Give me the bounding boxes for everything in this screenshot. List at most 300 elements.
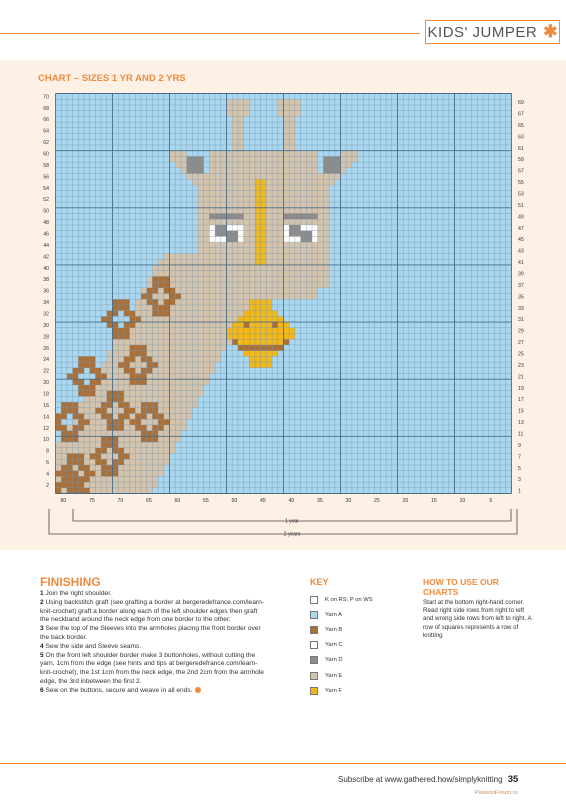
chart-cell <box>284 408 290 414</box>
chart-cell <box>420 471 426 477</box>
chart-cell <box>73 362 79 368</box>
chart-cell <box>312 282 318 288</box>
chart-cell <box>255 316 261 322</box>
chart-cell <box>375 396 381 402</box>
chart-cell <box>84 471 90 477</box>
chart-cell <box>187 219 193 225</box>
chart-cell <box>147 145 153 151</box>
chart-cell <box>84 139 90 145</box>
chart-cell <box>170 334 176 340</box>
chart-cell <box>187 414 193 420</box>
chart-cell <box>130 236 136 242</box>
chart-cell <box>215 362 221 368</box>
chart-cell <box>181 408 187 414</box>
chart-cell <box>255 259 261 265</box>
chart-cell <box>295 276 301 282</box>
chart-cell <box>147 259 153 265</box>
chart-cell <box>67 482 73 488</box>
chart-cell <box>198 185 204 191</box>
chart-cell <box>455 351 461 357</box>
chart-cell <box>204 328 210 334</box>
chart-cell <box>244 459 250 465</box>
chart-cell <box>215 408 221 414</box>
chart-cell <box>346 334 352 340</box>
chart-cell <box>221 396 227 402</box>
chart-cell <box>346 276 352 282</box>
chart-cell <box>78 139 84 145</box>
chart-cell <box>67 185 73 191</box>
chart-cell <box>118 276 124 282</box>
chart-cell <box>335 379 341 385</box>
chart-cell <box>67 316 73 322</box>
chart-cell <box>147 276 153 282</box>
chart-cell <box>67 219 73 225</box>
chart-cell <box>232 391 238 397</box>
chart-cell <box>443 151 449 157</box>
chart-cell <box>261 219 267 225</box>
chart-cell <box>152 448 158 454</box>
chart-cell <box>341 271 347 277</box>
chart-cell <box>255 442 261 448</box>
chart-cell <box>295 442 301 448</box>
chart-cell <box>312 288 318 294</box>
chart-cell <box>323 151 329 157</box>
chart-cell <box>477 356 483 362</box>
chart-cell <box>107 248 113 254</box>
chart-cell <box>135 214 141 220</box>
chart-cell <box>415 276 421 282</box>
chart-cell <box>426 385 432 391</box>
chart-cell <box>506 459 512 465</box>
chart-cell <box>346 202 352 208</box>
chart-cell <box>472 151 478 157</box>
chart-cell <box>244 214 250 220</box>
chart-cell <box>221 191 227 197</box>
chart-cell <box>278 368 284 374</box>
chart-cell <box>306 408 312 414</box>
chart-cell <box>67 174 73 180</box>
chart-cell <box>175 471 181 477</box>
chart-cell <box>175 379 181 385</box>
chart-cell <box>403 351 409 357</box>
chart-cell <box>489 254 495 260</box>
chart-cell <box>158 288 164 294</box>
chart-cell <box>312 351 318 357</box>
chart-cell <box>84 385 90 391</box>
chart-cell <box>437 299 443 305</box>
chart-cell <box>358 436 364 442</box>
chart-cell <box>215 214 221 220</box>
chart-cell <box>101 465 107 471</box>
chart-cell <box>494 219 500 225</box>
chart-cell <box>130 465 136 471</box>
chart-cell <box>170 362 176 368</box>
chart-cell <box>289 385 295 391</box>
chart-cell <box>135 419 141 425</box>
chart-cell <box>255 242 261 248</box>
chart-cell <box>375 408 381 414</box>
chart-cell <box>181 385 187 391</box>
chart-cell <box>135 191 141 197</box>
chart-cell <box>67 145 73 151</box>
chart-cell <box>306 265 312 271</box>
chart-cell <box>494 334 500 340</box>
chart-cell <box>426 185 432 191</box>
chart-cell <box>170 236 176 242</box>
chart-cell <box>101 242 107 248</box>
chart-cell <box>192 374 198 380</box>
chart-cell <box>460 288 466 294</box>
chart-cell <box>244 225 250 231</box>
chart-cell <box>198 236 204 242</box>
chart-cell <box>249 488 255 494</box>
chart-cell <box>204 425 210 431</box>
chart-cell <box>352 202 358 208</box>
chart-cell <box>489 311 495 317</box>
chart-cell <box>204 345 210 351</box>
chart-cell <box>147 151 153 157</box>
chart-cell <box>335 139 341 145</box>
chart-cell <box>301 231 307 237</box>
chart-cell <box>341 488 347 494</box>
chart-cell <box>489 162 495 168</box>
chart-cell <box>335 385 341 391</box>
chart-cell <box>483 208 489 214</box>
chart-cell <box>181 448 187 454</box>
chart-cell <box>460 419 466 425</box>
chart-cell <box>101 265 107 271</box>
chart-cell <box>386 288 392 294</box>
chart-cell <box>198 408 204 414</box>
chart-cell <box>437 391 443 397</box>
chart-cell <box>261 151 267 157</box>
chart-cell <box>141 391 147 397</box>
chart-cell <box>443 248 449 254</box>
chart-cell <box>426 368 432 374</box>
chart-cell <box>61 471 67 477</box>
chart-cell <box>472 162 478 168</box>
chart-cell <box>209 442 215 448</box>
chart-cell <box>466 242 472 248</box>
chart-cell <box>472 345 478 351</box>
chart-cell <box>284 448 290 454</box>
chart-cell <box>420 294 426 300</box>
chart-cell <box>113 271 119 277</box>
chart-cell <box>289 351 295 357</box>
chart-cell <box>130 242 136 248</box>
chart-cell <box>375 276 381 282</box>
chart-cell <box>369 436 375 442</box>
chart-cell <box>261 225 267 231</box>
chart-cell <box>204 385 210 391</box>
chart-cell <box>101 408 107 414</box>
chart-cell <box>335 368 341 374</box>
chart-cell <box>284 179 290 185</box>
chart-cell <box>118 374 124 380</box>
chart-cell <box>403 402 409 408</box>
chart-cell <box>152 465 158 471</box>
chart-cell <box>221 168 227 174</box>
chart-cell <box>61 305 67 311</box>
chart-cell <box>56 202 62 208</box>
chart-cell <box>215 162 221 168</box>
chart-cell <box>249 362 255 368</box>
chart-cell <box>335 259 341 265</box>
chart-cell <box>278 465 284 471</box>
chart-cell <box>261 488 267 494</box>
chart-cell <box>494 282 500 288</box>
chart-cell <box>244 179 250 185</box>
chart-cell <box>147 202 153 208</box>
chart-cell <box>420 482 426 488</box>
chart-cell <box>272 282 278 288</box>
chart-cell <box>295 465 301 471</box>
chart-cell <box>175 139 181 145</box>
chart-cell <box>494 248 500 254</box>
chart-cell <box>84 162 90 168</box>
chart-cell <box>489 225 495 231</box>
chart-cell <box>56 328 62 334</box>
chart-cell <box>187 196 193 202</box>
chart-cell <box>415 402 421 408</box>
chart-cell <box>432 345 438 351</box>
chart-cell <box>415 471 421 477</box>
chart-cell <box>341 276 347 282</box>
chart-cell <box>426 162 432 168</box>
chart-cell <box>386 271 392 277</box>
chart-cell <box>227 248 233 254</box>
chart-cell <box>170 442 176 448</box>
chart-cell <box>135 299 141 305</box>
chart-cell <box>249 396 255 402</box>
chart-cell <box>261 191 267 197</box>
chart-cell <box>67 179 73 185</box>
chart-cell <box>107 322 113 328</box>
chart-cell <box>244 362 250 368</box>
chart-cell <box>61 385 67 391</box>
chart-cell <box>306 299 312 305</box>
chart-cell <box>227 196 233 202</box>
chart-cell <box>95 265 101 271</box>
chart-cell <box>61 202 67 208</box>
chart-cell <box>204 288 210 294</box>
chart-cell <box>261 185 267 191</box>
chart-cell <box>170 185 176 191</box>
chart-cell <box>329 414 335 420</box>
chart-cell <box>403 482 409 488</box>
chart-cell <box>506 396 512 402</box>
chart-cell <box>118 442 124 448</box>
chart-cell <box>289 288 295 294</box>
chart-cell <box>284 436 290 442</box>
chart-cell <box>118 225 124 231</box>
chart-cell <box>420 191 426 197</box>
chart-cell <box>318 288 324 294</box>
chart-cell <box>284 442 290 448</box>
chart-cell <box>420 276 426 282</box>
chart-cell <box>67 196 73 202</box>
chart-cell <box>415 339 421 345</box>
chart-cell <box>73 396 79 402</box>
chart-cell <box>272 465 278 471</box>
chart-cell <box>392 145 398 151</box>
chart-cell <box>409 362 415 368</box>
chart-cell <box>346 179 352 185</box>
chart-cell <box>101 471 107 477</box>
chart-cell <box>209 225 215 231</box>
chart-cell <box>432 482 438 488</box>
chart-cell <box>158 379 164 385</box>
chart-cell <box>221 339 227 345</box>
chart-cell <box>301 305 307 311</box>
chart-cell <box>472 179 478 185</box>
chart-cell <box>152 476 158 482</box>
chart-cell <box>238 442 244 448</box>
chart-cell <box>84 402 90 408</box>
chart-cell <box>380 356 386 362</box>
chart-cell <box>375 265 381 271</box>
chart-cell <box>209 288 215 294</box>
chart-cell <box>375 231 381 237</box>
chart-cell <box>369 471 375 477</box>
chart-cell <box>135 174 141 180</box>
chart-cell <box>477 425 483 431</box>
chart-cell <box>238 419 244 425</box>
chart-cell <box>363 402 369 408</box>
chart-cell <box>278 408 284 414</box>
chart-cell <box>118 311 124 317</box>
chart-cell <box>141 145 147 151</box>
chart-cell <box>437 202 443 208</box>
chart-cell <box>272 236 278 242</box>
chart-cell <box>204 471 210 477</box>
chart-cell <box>221 385 227 391</box>
chart-cell <box>420 145 426 151</box>
chart-cell <box>415 425 421 431</box>
chart-cell <box>358 276 364 282</box>
chart-cell <box>329 214 335 220</box>
chart-cell <box>352 179 358 185</box>
chart-cell <box>398 402 404 408</box>
chart-cell <box>358 334 364 340</box>
chart-cell <box>318 379 324 385</box>
chart-cell <box>227 414 233 420</box>
chart-cell <box>437 385 443 391</box>
chart-cell <box>67 294 73 300</box>
chart-cell <box>403 248 409 254</box>
chart-cell <box>73 408 79 414</box>
chart-cell <box>352 385 358 391</box>
chart-cell <box>90 214 96 220</box>
chart-cell <box>346 196 352 202</box>
chart-cell <box>84 459 90 465</box>
chart-cell <box>84 254 90 260</box>
chart-cell <box>187 282 193 288</box>
chart-cell <box>84 305 90 311</box>
chart-cell <box>472 248 478 254</box>
chart-cell <box>204 442 210 448</box>
chart-cell <box>107 396 113 402</box>
chart-cell <box>443 402 449 408</box>
chart-cell <box>147 334 153 340</box>
chart-cell <box>437 362 443 368</box>
chart-cell <box>329 271 335 277</box>
chart-cell <box>494 162 500 168</box>
chart-cell <box>380 248 386 254</box>
chart-cell <box>187 334 193 340</box>
chart-cell <box>443 208 449 214</box>
chart-cell <box>158 242 164 248</box>
chart-cell <box>323 145 329 151</box>
chart-cell <box>278 179 284 185</box>
chart-cell <box>403 316 409 322</box>
chart-cell <box>266 254 272 260</box>
chart-cell <box>215 425 221 431</box>
chart-cell <box>181 345 187 351</box>
chart-cell <box>500 356 506 362</box>
chart-cell <box>363 265 369 271</box>
chart-cell <box>107 259 113 265</box>
chart-cell <box>107 299 113 305</box>
chart-cell <box>477 454 483 460</box>
chart-cell <box>455 242 461 248</box>
chart-cell <box>358 219 364 225</box>
chart-cell <box>266 402 272 408</box>
chart-cell <box>426 465 432 471</box>
chart-cell <box>386 265 392 271</box>
chart-cell <box>221 231 227 237</box>
chart-cell <box>90 442 96 448</box>
chart-cell <box>398 471 404 477</box>
chart-cell <box>192 482 198 488</box>
chart-cell <box>73 282 79 288</box>
chart-cell <box>352 174 358 180</box>
chart-cell <box>432 225 438 231</box>
chart-cell <box>460 454 466 460</box>
chart-cell <box>141 139 147 145</box>
chart-cell <box>170 191 176 197</box>
chart-cell <box>73 288 79 294</box>
chart-cell <box>494 368 500 374</box>
chart-cell <box>398 288 404 294</box>
chart-cell <box>255 179 261 185</box>
chart-cell <box>341 156 347 162</box>
chart-cell <box>107 162 113 168</box>
chart-cell <box>363 436 369 442</box>
chart-cell <box>67 471 73 477</box>
chart-cell <box>170 168 176 174</box>
chart-cell <box>266 248 272 254</box>
chart-cell <box>437 174 443 180</box>
chart-cell <box>318 179 324 185</box>
chart-cell <box>209 471 215 477</box>
chart-cell <box>135 276 141 282</box>
chart-cell <box>158 196 164 202</box>
chart-cell <box>494 471 500 477</box>
chart-cell <box>249 328 255 334</box>
chart-cell <box>455 471 461 477</box>
chart-cell <box>312 219 318 225</box>
chart-cell <box>375 151 381 157</box>
chart-cell <box>113 368 119 374</box>
chart-cell <box>415 259 421 265</box>
chart-cell <box>135 488 141 494</box>
chart-cell <box>289 259 295 265</box>
chart-cell <box>90 168 96 174</box>
chart-cell <box>363 408 369 414</box>
chart-cell <box>95 162 101 168</box>
chart-cell <box>306 465 312 471</box>
